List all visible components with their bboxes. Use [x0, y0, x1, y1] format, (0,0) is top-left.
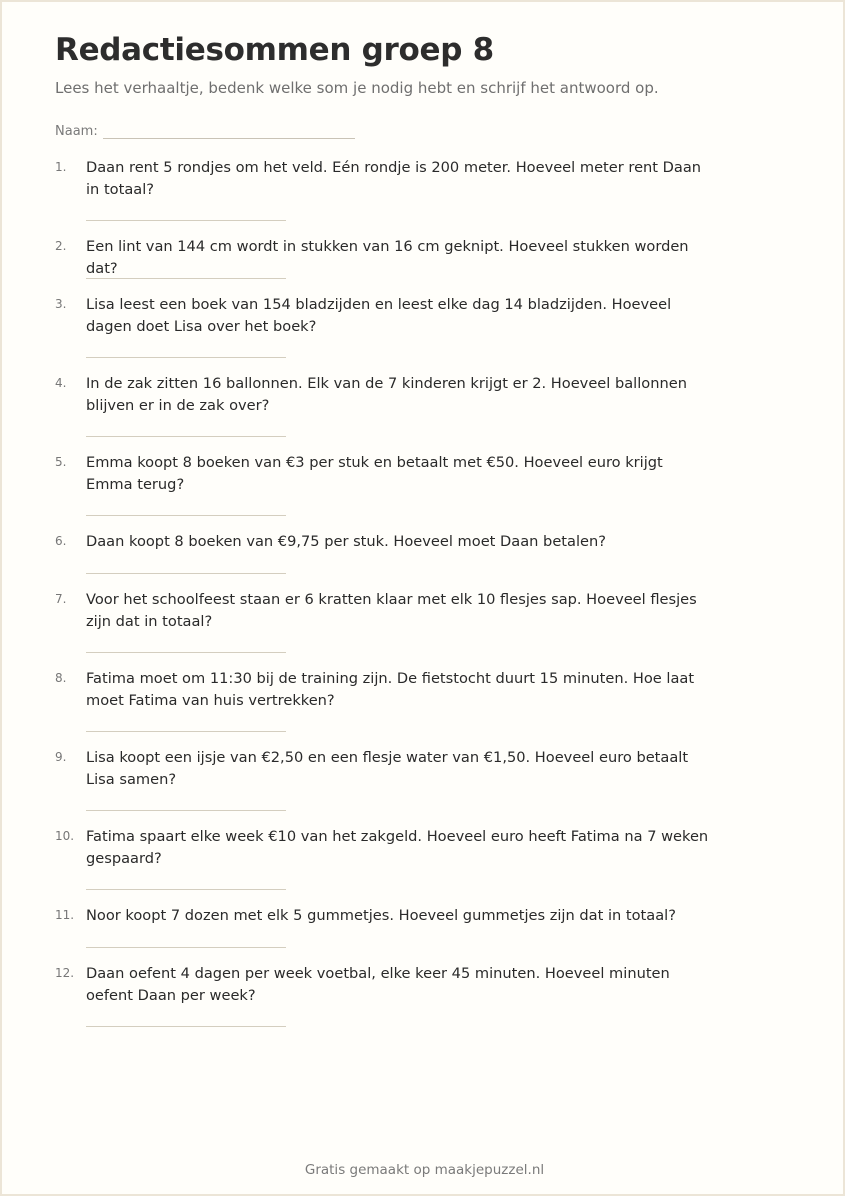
page-subtitle: Lees het verhaaltje, bedenk welke som je nodig hebt en schrijf het antwoord op. [55, 79, 659, 97]
question-text: Noor koopt 7 dozen met elk 5 gummetjes. Hoeveel gummetjes zijn dat in totaal? [86, 907, 676, 924]
question-text: Daan koopt 8 boeken van €9,75 per stuk. Hoeveel moet Daan betalen? [86, 533, 606, 550]
question-number: 9. [55, 750, 67, 764]
question-text: Een lint van 144 cm wordt in stukken van 16 cm geknipt. Hoeveel stukken worden dat? [86, 238, 689, 277]
question-text: In de zak zitten 16 ballonnen. Elk van de 7 kinderen krijgt er 2. Hoeveel ballonnen blijven er in de zak over? [86, 375, 687, 414]
question-number: 1. [55, 160, 67, 174]
answer-line[interactable] [86, 731, 286, 732]
question-text: Lisa koopt een ijsje van €2,50 en een flesje water van €1,50. Hoeveel euro betaalt Lisa samen? [86, 749, 689, 788]
answer-line[interactable] [86, 278, 286, 279]
question-text: Lisa leest een boek van 154 bladzijden en leest elke dag 14 bladzijden. Hoeveel dagen doet Lisa over het boek? [86, 296, 672, 335]
answer-line[interactable] [86, 357, 286, 358]
question-number: 7. [55, 592, 67, 606]
answer-line[interactable] [86, 515, 286, 516]
answer-line[interactable] [86, 1026, 286, 1027]
name-field[interactable] [103, 124, 355, 139]
question-number: 4. [55, 376, 67, 390]
answer-line[interactable] [86, 436, 286, 437]
name-label: Naam: [55, 124, 98, 139]
answer-line[interactable] [86, 220, 286, 221]
question-number: 12. [55, 966, 75, 980]
question-text: Voor het schoolfeest staan er 6 kratten klaar met elk 10 flesjes sap. Hoeveel flesjes zijn dat in totaal? [86, 591, 697, 630]
answer-line[interactable] [86, 947, 286, 948]
question-text: Daan oefent 4 dagen per week voetbal, elke keer 45 minuten. Hoeveel minuten oefent Daan per week? [86, 965, 670, 1004]
name-row [55, 124, 355, 139]
question-number: 2. [55, 239, 67, 253]
question-number: 8. [55, 671, 67, 685]
answer-line[interactable] [86, 573, 286, 574]
question-text: Fatima moet om 11:30 bij de training zijn. De fietstocht duurt 15 minuten. Hoe laat moet Fatima van huis vertrekken? [86, 670, 695, 709]
question-text: Daan rent 5 rondjes om het veld. Eén rondje is 200 meter. Hoeveel meter rent Daan in totaal? [86, 159, 702, 198]
answer-line[interactable] [86, 889, 286, 890]
question-text: Fatima spaart elke week €10 van het zakgeld. Hoeveel euro heeft Fatima na 7 weken gespaard? [86, 828, 709, 867]
question-number: 6. [55, 534, 67, 548]
footer-credit: Gratis gemaakt op maakjepuzzel.nl [304, 1162, 545, 1178]
question-number: 10. [55, 829, 75, 843]
question-number: 5. [55, 455, 67, 469]
answer-line[interactable] [86, 652, 286, 653]
question-number: 3. [55, 297, 67, 311]
question-text: Emma koopt 8 boeken van €3 per stuk en betaalt met €50. Hoeveel euro krijgt Emma terug? [86, 454, 663, 493]
page-title: Redactiesommen groep 8 [55, 32, 494, 68]
answer-line[interactable] [86, 810, 286, 811]
question-number: 11. [55, 908, 75, 922]
